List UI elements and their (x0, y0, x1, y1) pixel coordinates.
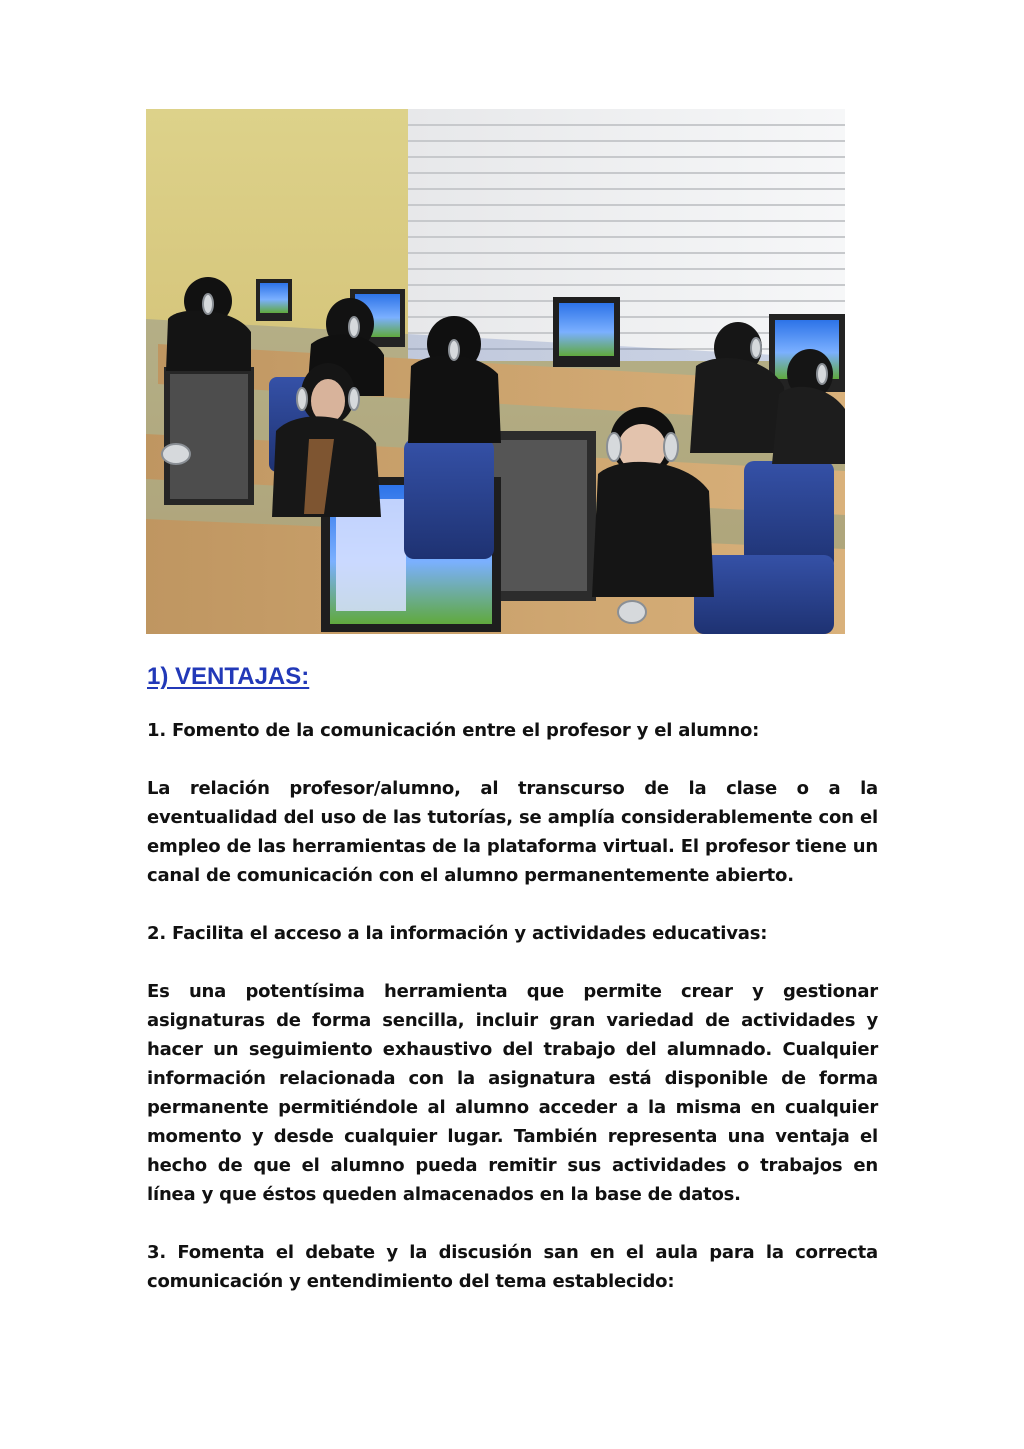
item-paragraph-1: La relación profesor/alumno, al transcurso de la clase o a la eventualidad del uso de las tutorías, se amplía considerablemente con el empleo de las herramientas de la plataforma virtual. El profesor tiene un canal de comunicación con el alumno permanentemente abierto. (147, 778, 878, 886)
section-spacing-2 (147, 1209, 878, 1238)
title-spacing (147, 697, 878, 716)
item-heading-3: 3. Fomenta el debate y la discusión san en el aula para la correcta comunicación y entendimiento del tema establecido: (147, 1242, 878, 1292)
item-heading-2: 2. Facilita el acceso a la información y actividades educativas: (147, 923, 768, 944)
item-heading-1: 1. Fomento de la comunicación entre el profesor y el alumno: (147, 720, 760, 741)
document-content (147, 657, 878, 1296)
classroom-photo (146, 109, 845, 634)
item-paragraph-2: Es una potentísima herramienta que permite crear y gestionar asignaturas de forma sencilla, incluir gran variedad de actividades y hacer un seguimiento exhaustivo del trabajo del alumnado. Cualquier información relacionada con la asignatura está disponible de forma permanente permitiéndole al alumno acceder a la misma en cualquier momento y desde cualquier lugar. También representa una ventaja el hecho de que el alumno pueda remitir sus actividades o trabajos en línea y que éstos queden almacenados en la base de datos. (147, 981, 878, 1205)
item-spacing-1 (147, 745, 878, 774)
section-spacing-1 (147, 890, 878, 919)
classroom-illustration (146, 109, 845, 634)
item-spacing-2 (147, 948, 878, 977)
section-title: 1) VENTAJAS: (147, 663, 310, 690)
